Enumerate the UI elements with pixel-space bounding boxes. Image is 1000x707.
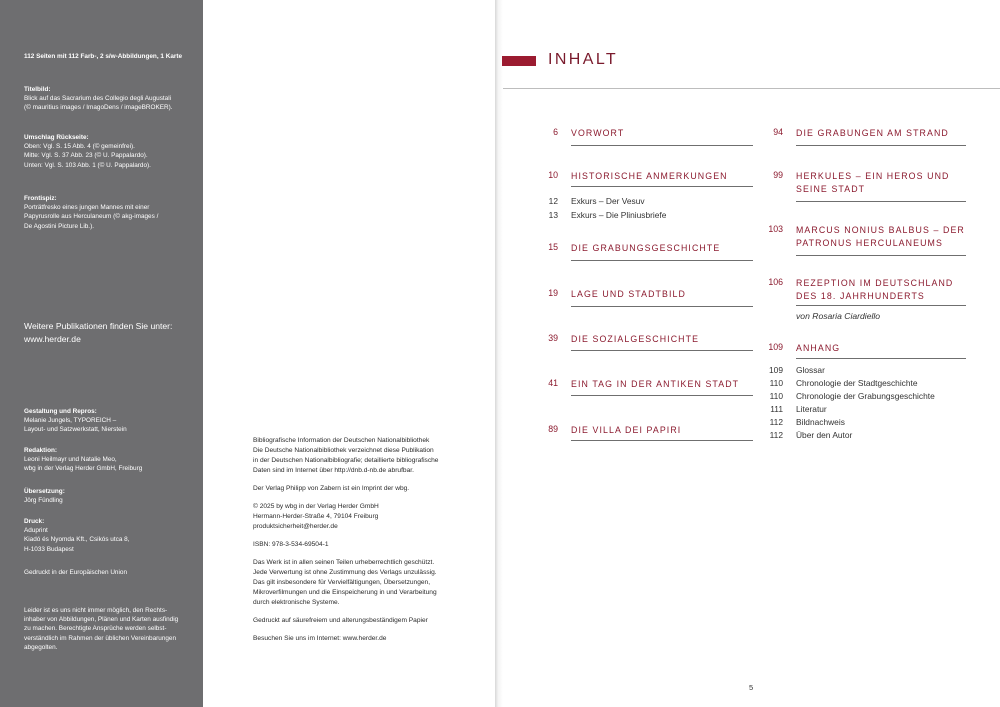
toc-page-number: 109 (768, 342, 783, 352)
editing-heading: Redaktion: (24, 447, 58, 454)
rights-line: Das Werk ist in allen seinen Teilen urheberrechtlich geschützt. (253, 559, 435, 566)
bib-line: Die Deutsche Nationalbibliothek verzeichnet diese Publikation (253, 447, 434, 454)
toc-author-credit: von Rosaria Ciardiello (796, 311, 881, 321)
toc-rule (796, 305, 966, 306)
toc-entry[interactable] (548, 170, 728, 183)
print-credit (24, 517, 202, 554)
design-credit (24, 407, 202, 435)
toc-page-number: 89 (548, 424, 558, 434)
eu-print-note (24, 568, 202, 577)
cover-credit-line: Blick auf das Sacrarium des Collegio degli Augustali (24, 95, 172, 103)
toc-entry-label: LAGE UND STADTBILD (571, 289, 686, 299)
frontispiece-line: Porträtfresko eines jungen Mannes mit einer (24, 204, 150, 212)
toc-sub-page: 12 (548, 196, 558, 206)
toc-page-number: 94 (773, 127, 783, 137)
toc-sub-page: 109 (769, 365, 783, 375)
back-cover-line: Oben: Vgl. S. 15 Abb. 4 (© gemeinfrei). (24, 143, 135, 151)
toc-sub-entry[interactable] (770, 404, 827, 414)
bib-line: in der Deutschen Nationalbibliografie; detaillierte bibliografische (253, 457, 439, 464)
toc-page-number: 41 (548, 378, 558, 388)
toc-entry[interactable] (773, 127, 949, 140)
toc-sub-label: Bildnachweis (796, 417, 845, 427)
design-line: Melanie Jungels, TYPOREICH – (24, 417, 117, 425)
rights-line: Jede Verwertung ist ohne Zustimmung des Verlags unzulässig. (253, 569, 437, 576)
toc-header-rule (503, 88, 1000, 89)
imprint-block (253, 436, 493, 644)
toc-sub-page: 110 (769, 391, 783, 401)
toc-rule (571, 350, 753, 351)
rights-disclaimer (24, 606, 202, 652)
frontispiece-heading: Frontispiz: (24, 195, 57, 202)
toc-entry-label: HERKULES – EIN HEROS UND (796, 171, 950, 181)
editing-credit (24, 446, 202, 474)
toc-entry[interactable] (768, 224, 965, 250)
cover-credit-line: (© mauritius images / ImagoDens / imageBROKER). (24, 104, 173, 112)
toc-entry[interactable] (548, 378, 740, 391)
back-cover-line: Unten: Vgl. S. 103 Abb. 1 (© U. Pappalardo). (24, 161, 151, 169)
frontispiece-line: Papyrusrolle aus Herculaneum (© akg-images / (24, 213, 159, 221)
design-line: Layout- und Satzwerkstatt, Nierstein (24, 426, 127, 434)
pages-info (24, 52, 202, 61)
toc-sub-entry[interactable] (769, 378, 918, 388)
toc-sub-label: Chronologie der Stadtgeschichte (796, 378, 918, 388)
print-line: H-1033 Budapest (24, 545, 74, 553)
toc-page-number: 10 (548, 170, 558, 180)
toc-sub-entry[interactable] (769, 430, 853, 440)
back-cover-heading: Umschlag Rückseite: (24, 134, 89, 141)
book-gutter (495, 0, 503, 707)
rights-line: Mikroverfilmungen und die Einspeicherung in und Verarbeitung (253, 589, 437, 596)
toc-entry-label: DIE SOZIALGESCHICHTE (571, 334, 700, 344)
print-line: Aduprint (24, 527, 48, 535)
translation-heading: Übersetzung: (24, 488, 65, 495)
back-cover-credit (24, 133, 202, 170)
toc-entry[interactable] (548, 242, 721, 255)
toc-entry-label: HISTORISCHE ANMERKUNGEN (571, 171, 728, 181)
frontispiece-credit (24, 194, 202, 231)
toc-entry[interactable] (548, 333, 700, 346)
toc-rule (571, 186, 753, 187)
isbn: ISBN: 978-3-534-69504-1 (253, 541, 329, 548)
toc-page-number: 39 (548, 333, 558, 343)
publications-text: Weitere Publikationen finden Sie unter: (24, 321, 173, 331)
toc-entry-label: EIN TAG IN DER ANTIKEN STADT (571, 379, 740, 389)
toc-sub-page: 110 (769, 378, 783, 388)
disclaimer-line: verständlich im Rahmen der üblichen Vereinbarungen (24, 634, 177, 642)
toc-sub-entry[interactable] (769, 417, 845, 427)
translation-credit (24, 487, 202, 505)
toc-entry-label: VORWORT (571, 128, 625, 138)
toc-sub-label: Exkurs – Der Vesuv (571, 196, 645, 206)
toc-sub-label: Chronologie der Grabungsgeschichte (796, 391, 935, 401)
toc-entry-label-2: DES 18. JAHRHUNDERTS (796, 291, 925, 301)
toc-rule (571, 306, 753, 307)
publications-note (24, 320, 172, 346)
bib-line: Bibliografische Information der Deutschen Nationalbibliothek (253, 437, 430, 444)
rights-line: Das gilt insbesondere für Vervielfältigungen, Übersetzungen, (253, 579, 431, 586)
toc-title: INHALT (548, 51, 619, 68)
toc-entry-label: ANHANG (796, 343, 841, 353)
disclaimer-line: abgegolten. (24, 643, 58, 651)
copyright-line: © 2025 by wbg in der Verlag Herder GmbH (253, 503, 379, 510)
translation-line: Jörg Fündling (24, 497, 63, 505)
toc-page-number: 106 (768, 277, 783, 287)
rights-line: durch elektronische Systeme. (253, 599, 340, 606)
toc-entry-label-2: SEINE STADT (796, 184, 866, 194)
toc-page-number: 15 (548, 242, 558, 252)
toc-sub-entry[interactable] (548, 210, 667, 220)
cover-credit (24, 85, 202, 113)
toc-rule (571, 440, 753, 441)
toc-sub-entry[interactable] (769, 365, 825, 375)
toc-entry-label: DIE GRABUNGSGESCHICHTE (571, 243, 721, 253)
toc-sub-entry[interactable] (769, 391, 935, 401)
credits-sidebar (0, 0, 203, 707)
toc-entry-label: DIE GRABUNGEN AM STRAND (796, 128, 949, 138)
toc-sub-label: Glossar (796, 365, 825, 375)
toc-rule (796, 255, 966, 256)
print-line: Kiadó és Nyomda Kft., Csikós utca 8, (24, 536, 130, 544)
toc-entry[interactable] (768, 342, 841, 355)
toc-entry-label: MARCUS NONIUS BALBUS – DER (796, 225, 965, 235)
toc-rule (796, 358, 966, 359)
disclaimer-line: Leider ist es uns nicht immer möglich, den Rechts- (24, 607, 168, 614)
paper-note: Gedruckt auf säurefreiem und alterungsbeständigem Papier (253, 617, 428, 624)
website-note: Besuchen Sie uns im Internet: www.herder.de (253, 635, 387, 642)
toc-entry[interactable] (548, 424, 682, 437)
accent-bar (502, 56, 536, 66)
disclaimer-line: zu machen. Berechtigte Ansprüche werden selbst- (24, 625, 167, 633)
toc-rule (796, 201, 966, 202)
back-cover-line: Mitte: Vgl. S. 37 Abb. 23 (© U. Pappalardo). (24, 152, 148, 160)
frontispiece-line: De Agostini Picture Lib.). (24, 222, 94, 230)
toc-page-number: 6 (553, 127, 558, 137)
toc-entry-label-2: PATRONUS HERCULANEUMS (796, 238, 943, 248)
toc-sub-page: 112 (769, 417, 783, 427)
pages-info-text: 112 Seiten mit 112 Farb-, 2 s/w-Abbildungen, 1 Karte (24, 53, 183, 60)
cover-credit-heading: Titelbild: (24, 86, 51, 93)
toc-entry[interactable] (548, 288, 686, 301)
copyright-line: produktsicherheit@herder.de (253, 523, 338, 530)
toc-sub-page: 13 (548, 210, 558, 220)
toc-rule (571, 260, 753, 261)
toc-sub-page: 111 (770, 404, 783, 414)
toc-sub-entry[interactable] (548, 196, 645, 206)
toc-sub-label: Literatur (796, 404, 827, 414)
toc-entry[interactable] (773, 170, 950, 196)
toc-entry-label: DIE VILLA DEI PAPIRI (571, 425, 682, 435)
print-heading: Druck: (24, 518, 45, 525)
toc-rule (571, 395, 753, 396)
disclaimer-line: inhaber von Abbildungen, Plänen und Karten ausfindig (24, 616, 179, 624)
editing-line: wbg in der Verlag Herder GmbH, Freiburg (24, 465, 143, 473)
toc-entry[interactable] (553, 127, 625, 140)
page-number: 5 (749, 683, 754, 692)
toc-entry[interactable] (768, 277, 954, 303)
editing-line: Leoni Heilmayr und Natalie Meo, (24, 456, 117, 464)
publications-link[interactable]: www.herder.de (24, 334, 81, 344)
toc-rule (796, 145, 966, 146)
design-heading: Gestaltung und Repros: (24, 408, 97, 415)
toc-page-number: 99 (773, 170, 783, 180)
bib-line: Daten sind im Internet über http://dnb.d-nb.de abrufbar. (253, 467, 414, 474)
copyright-line: Hermann-Herder-Straße 4, 79104 Freiburg (253, 513, 379, 520)
toc-entry-label: REZEPTION IM DEUTSCHLAND (796, 278, 954, 288)
eu-print-text: Gedruckt in der Europäischen Union (24, 569, 128, 576)
toc-rule (571, 145, 753, 146)
toc-sub-page: 112 (769, 430, 783, 440)
imprint-note: Der Verlag Philipp von Zabern ist ein Imprint der wbg. (253, 485, 410, 492)
toc-sub-label: Über den Autor (796, 430, 853, 440)
toc-page-number: 103 (768, 224, 783, 234)
toc-page-number: 19 (548, 288, 558, 298)
toc-sub-label: Exkurs – Die Pliniusbriefe (571, 210, 667, 220)
